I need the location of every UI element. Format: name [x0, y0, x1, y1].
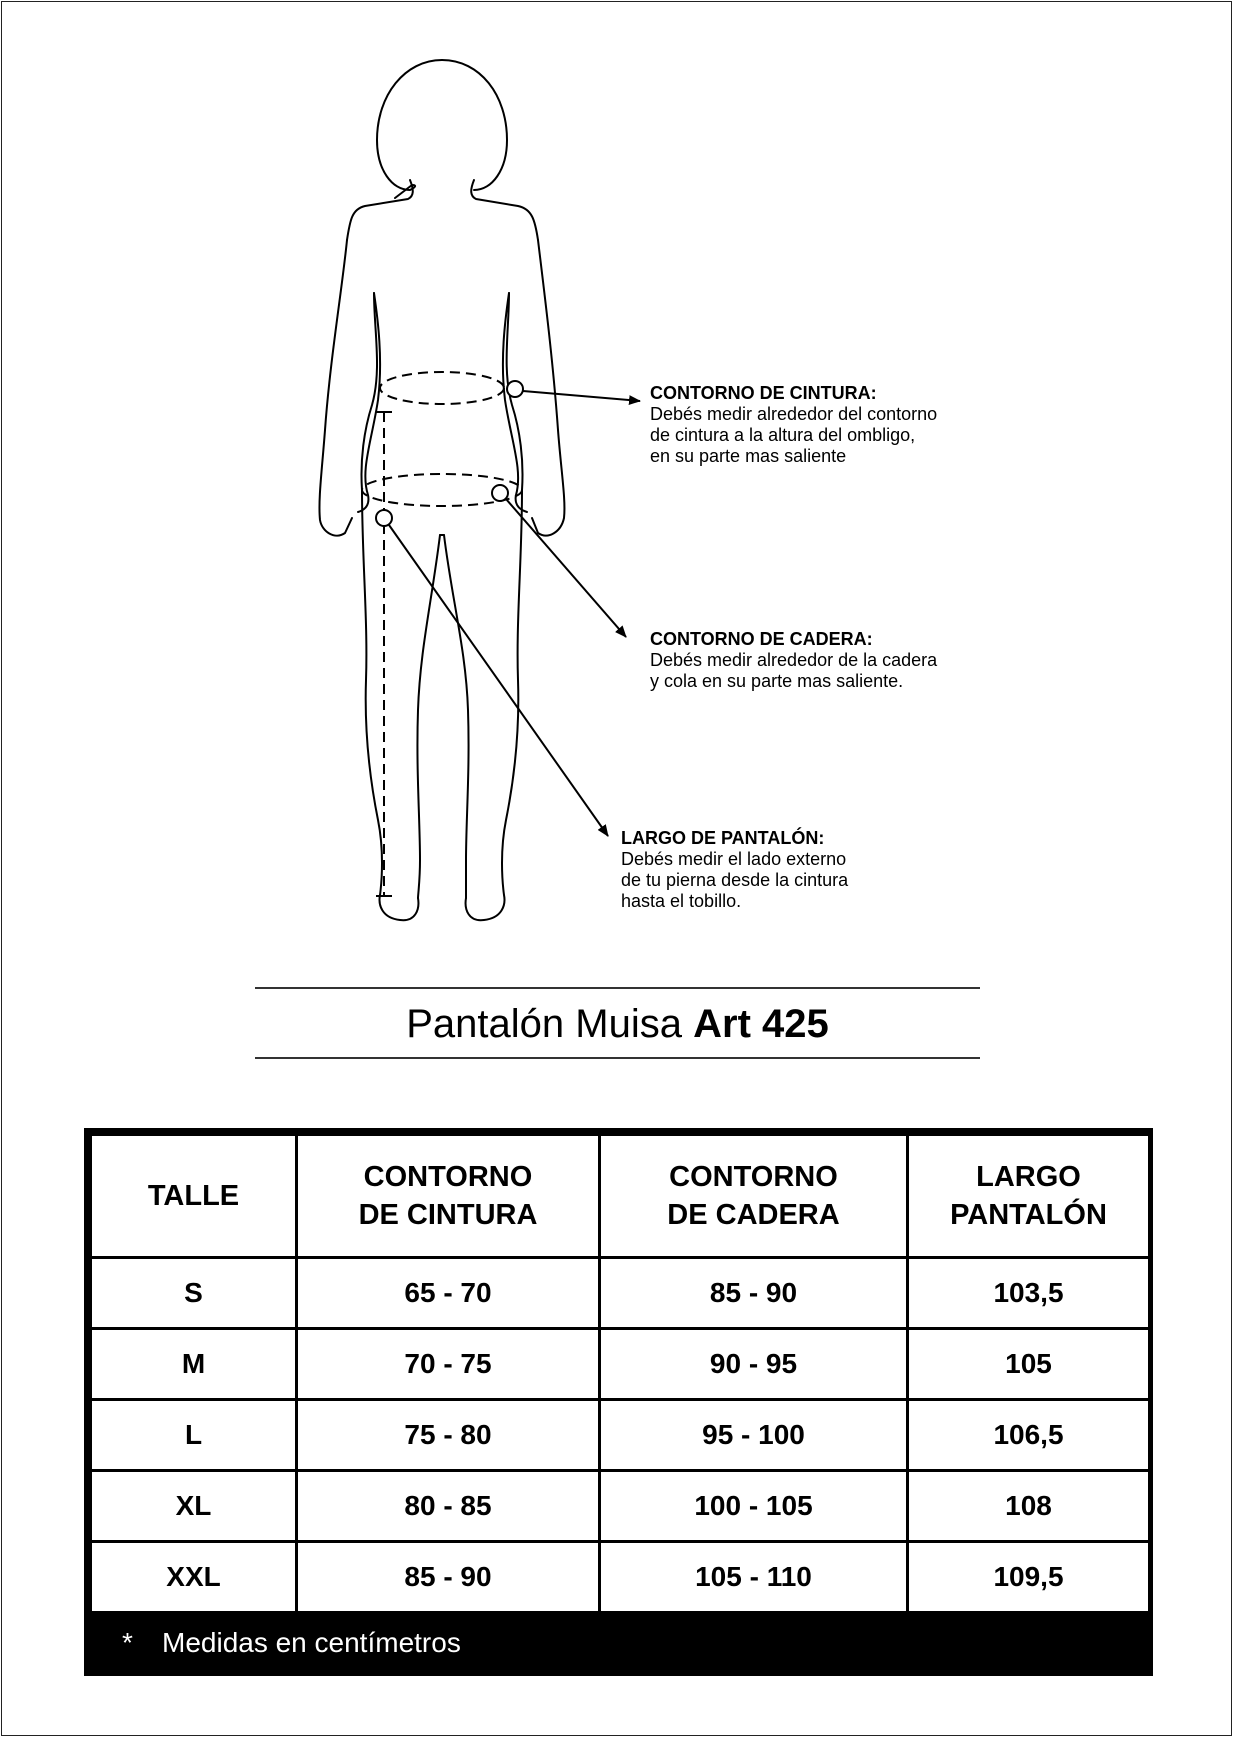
callout-leg-length-text: Debés medir el lado externo de tu pierna desde la cintura hasta el tobillo. [621, 849, 849, 911]
cell-cintura: 70 - 75 [297, 1329, 600, 1400]
cell-talle: L [91, 1400, 297, 1471]
cell-cadera: 100 - 105 [600, 1471, 908, 1542]
cell-talle: S [91, 1258, 297, 1329]
product-article: Art 425 [693, 1002, 829, 1046]
callout-waist-title: CONTORNO DE CINTURA: [650, 383, 877, 403]
leg-leader-line [389, 525, 608, 836]
table-row [91, 1329, 1150, 1400]
callout-hip [650, 629, 940, 692]
hip-marker [492, 485, 508, 501]
title-rule-top [255, 987, 980, 989]
waist-marker [507, 381, 523, 397]
cell-cintura: 75 - 80 [297, 1400, 600, 1471]
table-header-row [91, 1135, 1150, 1258]
product-title [255, 998, 980, 1050]
product-name: Pantalón Muisa [406, 1002, 682, 1046]
cell-largo: 109,5 [908, 1542, 1150, 1613]
header-largo-pantalon: LARGO PANTALÓN [908, 1135, 1150, 1258]
size-table-container [84, 1128, 1153, 1676]
footnote-text: Medidas en centímetros [162, 1627, 461, 1658]
callout-leg-length-title: LARGO DE PANTALÓN: [621, 828, 825, 848]
hip-leader-line [506, 499, 626, 637]
callout-hip-text: Debés medir alrededor de la cadera y cola en su parte mas saliente. [650, 650, 938, 691]
cell-cadera: 85 - 90 [600, 1258, 908, 1329]
header-contorno-cadera: CONTORNO DE CADERA [600, 1135, 908, 1258]
cell-largo: 105 [908, 1329, 1150, 1400]
table-row [91, 1258, 1150, 1329]
cell-talle: M [91, 1329, 297, 1400]
waist-measure-ellipse [380, 372, 504, 404]
table-row [91, 1400, 1150, 1471]
cell-talle: XL [91, 1471, 297, 1542]
callout-hip-title: CONTORNO DE CADERA: [650, 629, 873, 649]
cell-cintura: 80 - 85 [297, 1471, 600, 1542]
footnote-asterisk: * [122, 1627, 133, 1658]
cell-cadera: 90 - 95 [600, 1329, 908, 1400]
callout-leg-length [621, 828, 861, 912]
callout-waist [650, 383, 940, 467]
callout-waist-text: Debés medir alrededor del contorno de cintura a la altura del ombligo, en su parte mas saliente [650, 404, 938, 466]
cell-cintura: 65 - 70 [297, 1258, 600, 1329]
cell-largo: 106,5 [908, 1400, 1150, 1471]
table-row [91, 1542, 1150, 1613]
waist-leader-line [523, 391, 640, 401]
cell-largo: 108 [908, 1471, 1150, 1542]
table-row [91, 1471, 1150, 1542]
head-outline [377, 60, 442, 198]
title-rule-bottom [255, 1057, 980, 1059]
cell-cadera: 95 - 100 [600, 1400, 908, 1471]
cell-cintura: 85 - 90 [297, 1542, 600, 1613]
header-talle: TALLE [91, 1135, 297, 1258]
cell-cadera: 105 - 110 [600, 1542, 908, 1613]
leg-marker [376, 510, 392, 526]
table-footnote [122, 1626, 461, 1660]
cell-talle: XXL [91, 1542, 297, 1613]
size-table [89, 1133, 1151, 1614]
header-contorno-cintura: CONTORNO DE CINTURA [297, 1135, 600, 1258]
cell-largo: 103,5 [908, 1258, 1150, 1329]
